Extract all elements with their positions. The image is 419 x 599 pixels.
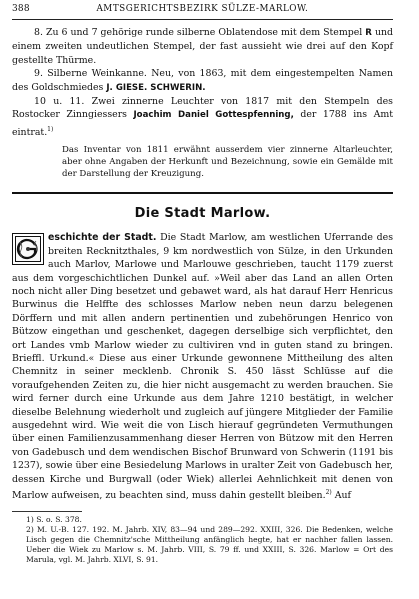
footnote-2-text: M. U.-B. 127. 192. M. Jahrb. XIV, 83—94 und 289—292. XXIII, 326. Die Bedenken, welche Lisch gegen die Chemnitz'sche Mittheilung anfänglich hegte, hat er nachher fallen lassen. Ueber die Wiek zu Marlow s. M. Jahrb. VIII, S. 79 ff. und XXIII, S. 326. Marlow = Ort des Marula, vgl. M. Jahrb. XLVI, S. 91. — [26, 524, 393, 565]
footnote-1-mark: 1) — [26, 514, 34, 524]
running-header — [12, 4, 393, 18]
history-body: Die Stadt Marlow, am westlichen Uferrande des breiten Recknitzthales, 9 km nordwestlich von Sülze, in den Urkunden auch Marlov, Marlowe und Marlouwe geschrieben, taucht 1179 zuerst aus dem vorgeschichtlichen Dunkel auf. »Weil aber das Land an allen Orten noch nicht aller Ding besetzet und gebawet ward, als hat darauf Herr Henricus Burwinus die Helffte des schlosses Marlow neben neun darzu belegenen Dörffern und mit allen andern pertinentien und zubehörungen Henrico von Bützow eingethan und geschenket, dagegen derselbige sich verpflichtet, den ort Landes vmb Marlow wieder zu cultiviren vnd in guten stand zu bringen. Brieffl. Urkund.« Diese aus einer Urkunde gewonnene Mittheilung des alten Chemnitz in seiner mecklenb. Chronik S. 450 lässt Schlüsse auf die voraufgehenden Zeiten zu, die hier nicht ausgemacht zu werden brauchen. Sie wird ferner durch eine Urkunde aus dem Jahre 1210 bestätigt, in welcher dieselbe Belehnung wiederholt und zugleich auf jüngere Mitglieder der Familie ausgedehnt wird. Wie weit die von Lisch hierauf gegründeten Vermuthungen über einen Familienzusammenhang dieser Herren von Bützow mit den Herren von Gadebusch und dem wendischen Bischof Brunward von Schwerin (1191 bis 1237), sowie über eine Besiedelung Marlows in uralter Zeit von Gadebusch her, dessen Kirche und Burgwall (oder Wiek) allerlei Aehnlichkeit mit denen von Marlow aufweisen, zu beachten sind, muss dahin gestellt bleiben. — [12, 232, 393, 502]
item-8 — [12, 26, 393, 67]
running-title: AMTSGERICHTSBEZIRK SÜLZE-MARLOW. — [96, 4, 309, 14]
item-8-rest: und einem zweiten undeutlichen Stempel, der fast aussieht wie drei auf den Kopf gestellte Thürme. — [12, 27, 394, 66]
item-10-text-b: der 1788 ins Amt eintrat. — [12, 109, 393, 138]
page-number: 388 — [12, 4, 30, 14]
item-8-stamp: R — [365, 28, 372, 38]
item-9-stamp: J. GIESE. SCHWERIN. — [106, 82, 206, 93]
section-divider — [12, 192, 393, 194]
initial-g-icon — [13, 234, 43, 264]
history-body-end: Auf — [334, 490, 352, 502]
footnote-2-mark: 2) — [26, 524, 34, 534]
header-rule — [12, 19, 393, 20]
item-10-text: 10 u. 11. Zwei zinnerne Leuchter von 1817 mit den Stempeln des Rostocker Zinngiessers — [12, 96, 393, 121]
ornamental-initial-g — [12, 233, 44, 265]
inventory-note-block — [12, 144, 393, 180]
item-9 — [12, 67, 393, 95]
footnote-rule — [12, 511, 82, 512]
footnote-1-text: S. o. S. 378. — [36, 514, 82, 524]
footnote-2 — [12, 525, 393, 566]
history-paragraph — [12, 231, 393, 502]
inventory-note: Das Inventar von 1811 erwähnt ausserdem vier zinnerne Altarleuchter, aber ohne Angaben der Herkunft und Bezeichnung, sowie ein Gemälde mit der Darstellung der Kreuzigung. — [62, 145, 393, 180]
footnote-ref-2: 2) — [325, 489, 332, 497]
item-9-text: 9. Silberne Weinkanne. Neu, von 1863, mit dem eingestempelten Namen des Goldschmiedes — [12, 68, 393, 93]
footnote-1 — [12, 515, 393, 525]
item-8-text: 8. Zu 6 und 7 gehörige runde silberne Oblatendose mit dem Stempel — [34, 27, 363, 38]
history-lead: eschichte der Stadt. — [48, 232, 157, 244]
item-10-11 — [12, 95, 393, 139]
footnote-ref-1: 1) — [47, 125, 54, 133]
section-title: Die Stadt Marlow. — [134, 206, 271, 222]
item-10-maker: Joachim Daniel Gottespfenning, — [133, 110, 294, 121]
